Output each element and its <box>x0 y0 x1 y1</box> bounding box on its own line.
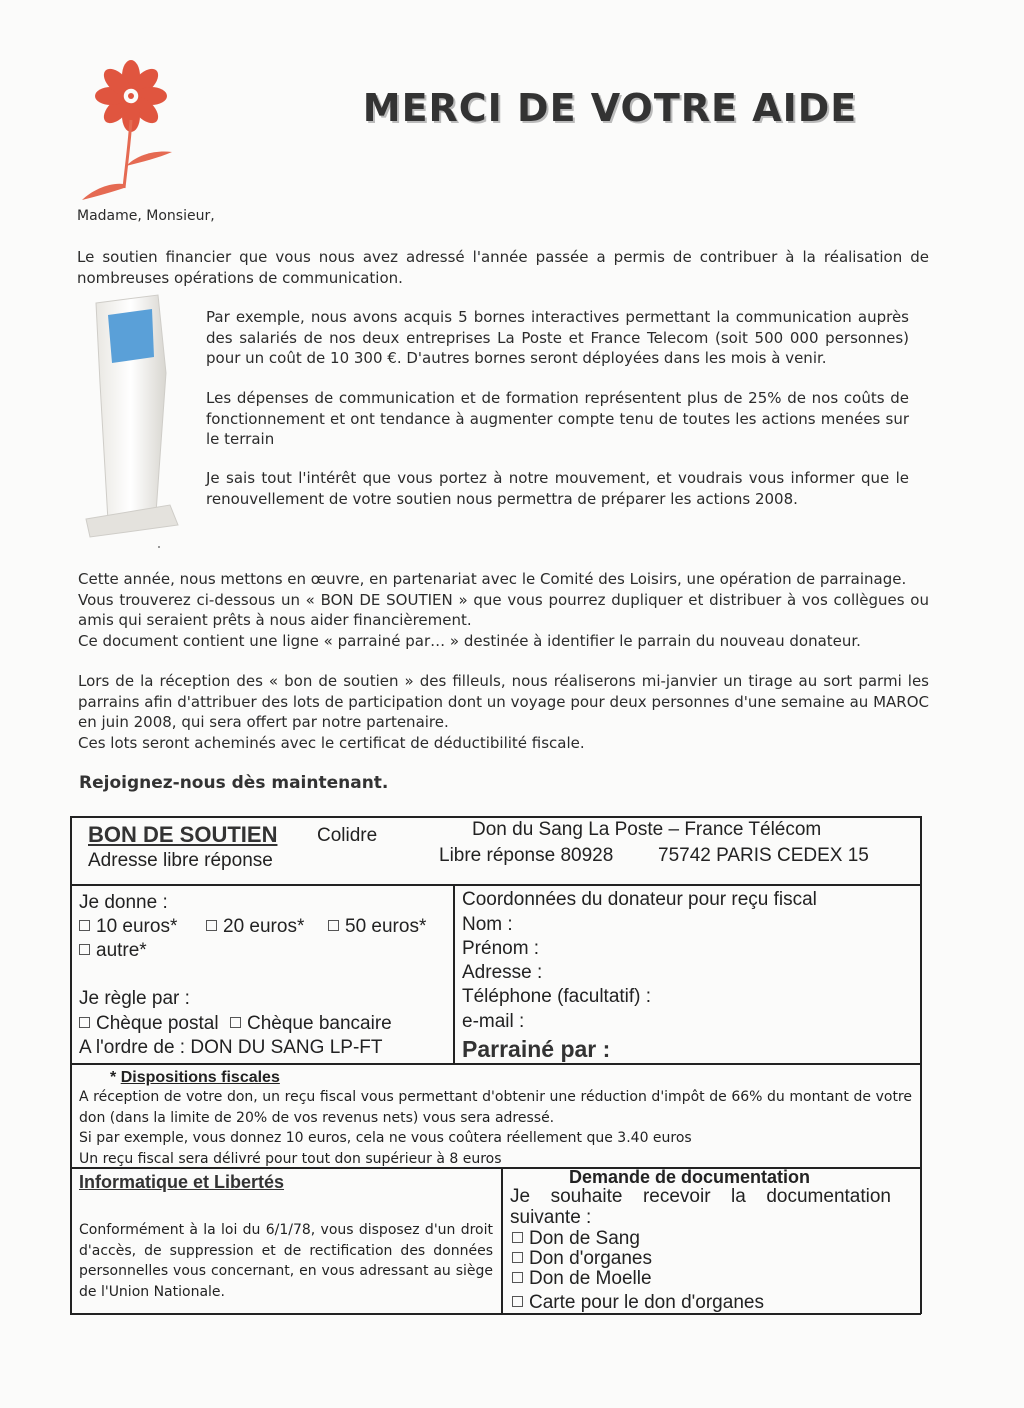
form-border-top <box>70 816 921 818</box>
checkbox[interactable] <box>79 920 90 931</box>
documentation-title: Demande de documentation <box>569 1167 811 1187</box>
donation-form <box>70 816 921 1314</box>
org-city: 75742 PARIS CEDEX 15 <box>658 845 869 866</box>
privacy-text: Conformément à la loi du 6/1/78, vous disposez d'un droit d'accès, de suppression et de rectification des données personnelles vous concernant, en vous adressant au siège de l'Union Nationale. <box>79 1222 493 1300</box>
paragraph-renewal: Je sais tout l'intérêt que vous portez à notre mouvement, et voudrais vous informer que le renouvellement de votre soutien nous permettra de préparer les actions 2008. <box>206 469 909 508</box>
form-divider <box>70 884 921 886</box>
donor-field-email[interactable]: e-mail : <box>462 1011 525 1032</box>
donate-option-10[interactable]: 10 euros* <box>79 916 177 938</box>
payment-label: Je règle par : <box>79 988 190 1009</box>
donate-label: Je donne : <box>79 892 168 913</box>
paragraph-expenses: Les dépenses de communication et de formation représentent plus de 25% de nos coûts de fonctionnement et ont tendance à augmenter compte tenu de toutes les actions menées sur le terrain <box>206 389 909 448</box>
sponsorship-line: Vous trouverez ci-dessous un « BON DE SOUTIEN » que vous pourrez dupliquer et distribuer à vos collègues ou amis qui seraient prêts à nous aider financièrement. <box>78 590 929 629</box>
donor-title: Coordonnées du donateur pour reçu fiscal <box>462 889 817 910</box>
payment-option-bank[interactable]: Chèque bancaire <box>230 1013 392 1035</box>
payment-order: A l'ordre de : DON DU SANG LP-FT <box>79 1037 383 1058</box>
checkbox[interactable] <box>512 1272 523 1283</box>
form-divider <box>70 1063 921 1065</box>
org-freepost: Libre réponse 80928 <box>439 845 614 866</box>
donor-field-firstname[interactable]: Prénom : <box>462 938 540 959</box>
doc-option-organs[interactable]: Don d'organes <box>512 1248 652 1270</box>
paragraph-sponsorship <box>78 569 929 651</box>
sponsor-field[interactable]: Parrainé par : <box>462 1036 611 1062</box>
speck <box>158 546 160 548</box>
doc-option-organ-card[interactable]: Carte pour le don d'organes <box>512 1292 764 1314</box>
donor-field-phone[interactable]: Téléphone (facultatif) : <box>462 986 652 1007</box>
form-divider <box>501 1167 503 1314</box>
kiosk-screen <box>108 309 154 363</box>
donate-option-20[interactable]: 20 euros* <box>206 916 304 938</box>
sponsorship-line: Cette année, nous mettons en œuvre, en partenariat avec le Comité des Loisirs, une opération de parrainage. <box>78 570 907 588</box>
fiscal-line: Si par exemple, vous donnez 10 euros, cela ne vous coûtera réellement que 3.40 euros <box>79 1130 692 1146</box>
org-name: Don du Sang La Poste – France Télécom <box>472 819 822 840</box>
checkbox[interactable] <box>79 1017 90 1028</box>
checkbox[interactable] <box>328 920 339 931</box>
flower-logo <box>76 58 186 208</box>
form-title: BON DE SOUTIEN <box>88 822 278 847</box>
form-border-left <box>70 816 72 1314</box>
draw-line: Lors de la réception des « bon de soutien » des filleuls, nous réaliserons mi-janvier un tirage au sort parmi les parrains afin d'attribuer des lots de participation dont un voyage pour deux personnes d'une semaine au MAROC en juin 2008, qui sera offert par notre partenaire. <box>78 672 929 731</box>
payment-option-postal[interactable]: Chèque postal <box>79 1013 219 1035</box>
checkbox[interactable] <box>512 1252 523 1263</box>
checkbox[interactable] <box>512 1232 523 1243</box>
donor-field-address[interactable]: Adresse : <box>462 962 543 983</box>
fiscal-line: A réception de votre don, un reçu fiscal vous permettant d'obtenir une réduction d'impôt de 66% du montant de votre don (dans la limite de 20% de vos revenus nets) vous sera adressé. <box>79 1089 912 1126</box>
form-border-right <box>920 816 922 1314</box>
kiosk-image <box>78 293 182 539</box>
salutation: Madame, Monsieur, <box>77 208 215 224</box>
form-divider <box>453 884 455 1064</box>
documentation-intro: Je souhaite recevoir la documentation suivante : <box>510 1186 891 1228</box>
checkbox[interactable] <box>206 920 217 931</box>
fiscal-heading: * Dispositions fiscales <box>110 1069 280 1086</box>
donate-option-50[interactable]: 50 euros* <box>328 916 426 938</box>
page-title: MERCI DE VOTRE AIDE <box>362 86 858 130</box>
intro-paragraph: Le soutien financier que vous nous avez adressé l'année passée a permis de contribuer à la réalisation de nombreuses opérations de communication. <box>77 248 929 287</box>
donor-field-name[interactable]: Nom : <box>462 914 513 935</box>
doc-option-marrow[interactable]: Don de Moelle <box>512 1268 652 1290</box>
checkbox[interactable] <box>230 1017 241 1028</box>
draw-line: Ces lots seront acheminés avec le certificat de déductibilité fiscale. <box>78 733 585 752</box>
doc-option-blood[interactable]: Don de Sang <box>512 1228 640 1250</box>
colidre-label: Colidre <box>317 825 378 846</box>
sponsorship-line: Ce document contient une ligne « parrainé par… » destinée à identifier le parrain du nouveau donateur. <box>78 631 861 650</box>
join-heading: Rejoignez-nous dès maintenant. <box>79 773 389 793</box>
paragraph-kiosks: Par exemple, nous avons acquis 5 bornes interactives permettant la communication auprès des salariés de nos deux entreprises La Poste et France Telecom (soit 500 000 personnes) pour un coût de 10 300 €. D'autres bornes seront déployées dans les mois à venir. <box>206 308 909 367</box>
form-border-bottom <box>70 1313 921 1315</box>
donate-option-other[interactable]: autre* <box>79 940 147 962</box>
privacy-title: Informatique et Libertés <box>79 1172 285 1192</box>
checkbox[interactable] <box>512 1296 523 1307</box>
address-label: Adresse libre réponse <box>88 850 273 871</box>
fiscal-line: Un reçu fiscal sera délivré pour tout don supérieur à 8 euros <box>79 1150 502 1167</box>
fiscal-text <box>79 1087 912 1169</box>
checkbox[interactable] <box>79 944 90 955</box>
paragraph-draw <box>78 671 929 753</box>
